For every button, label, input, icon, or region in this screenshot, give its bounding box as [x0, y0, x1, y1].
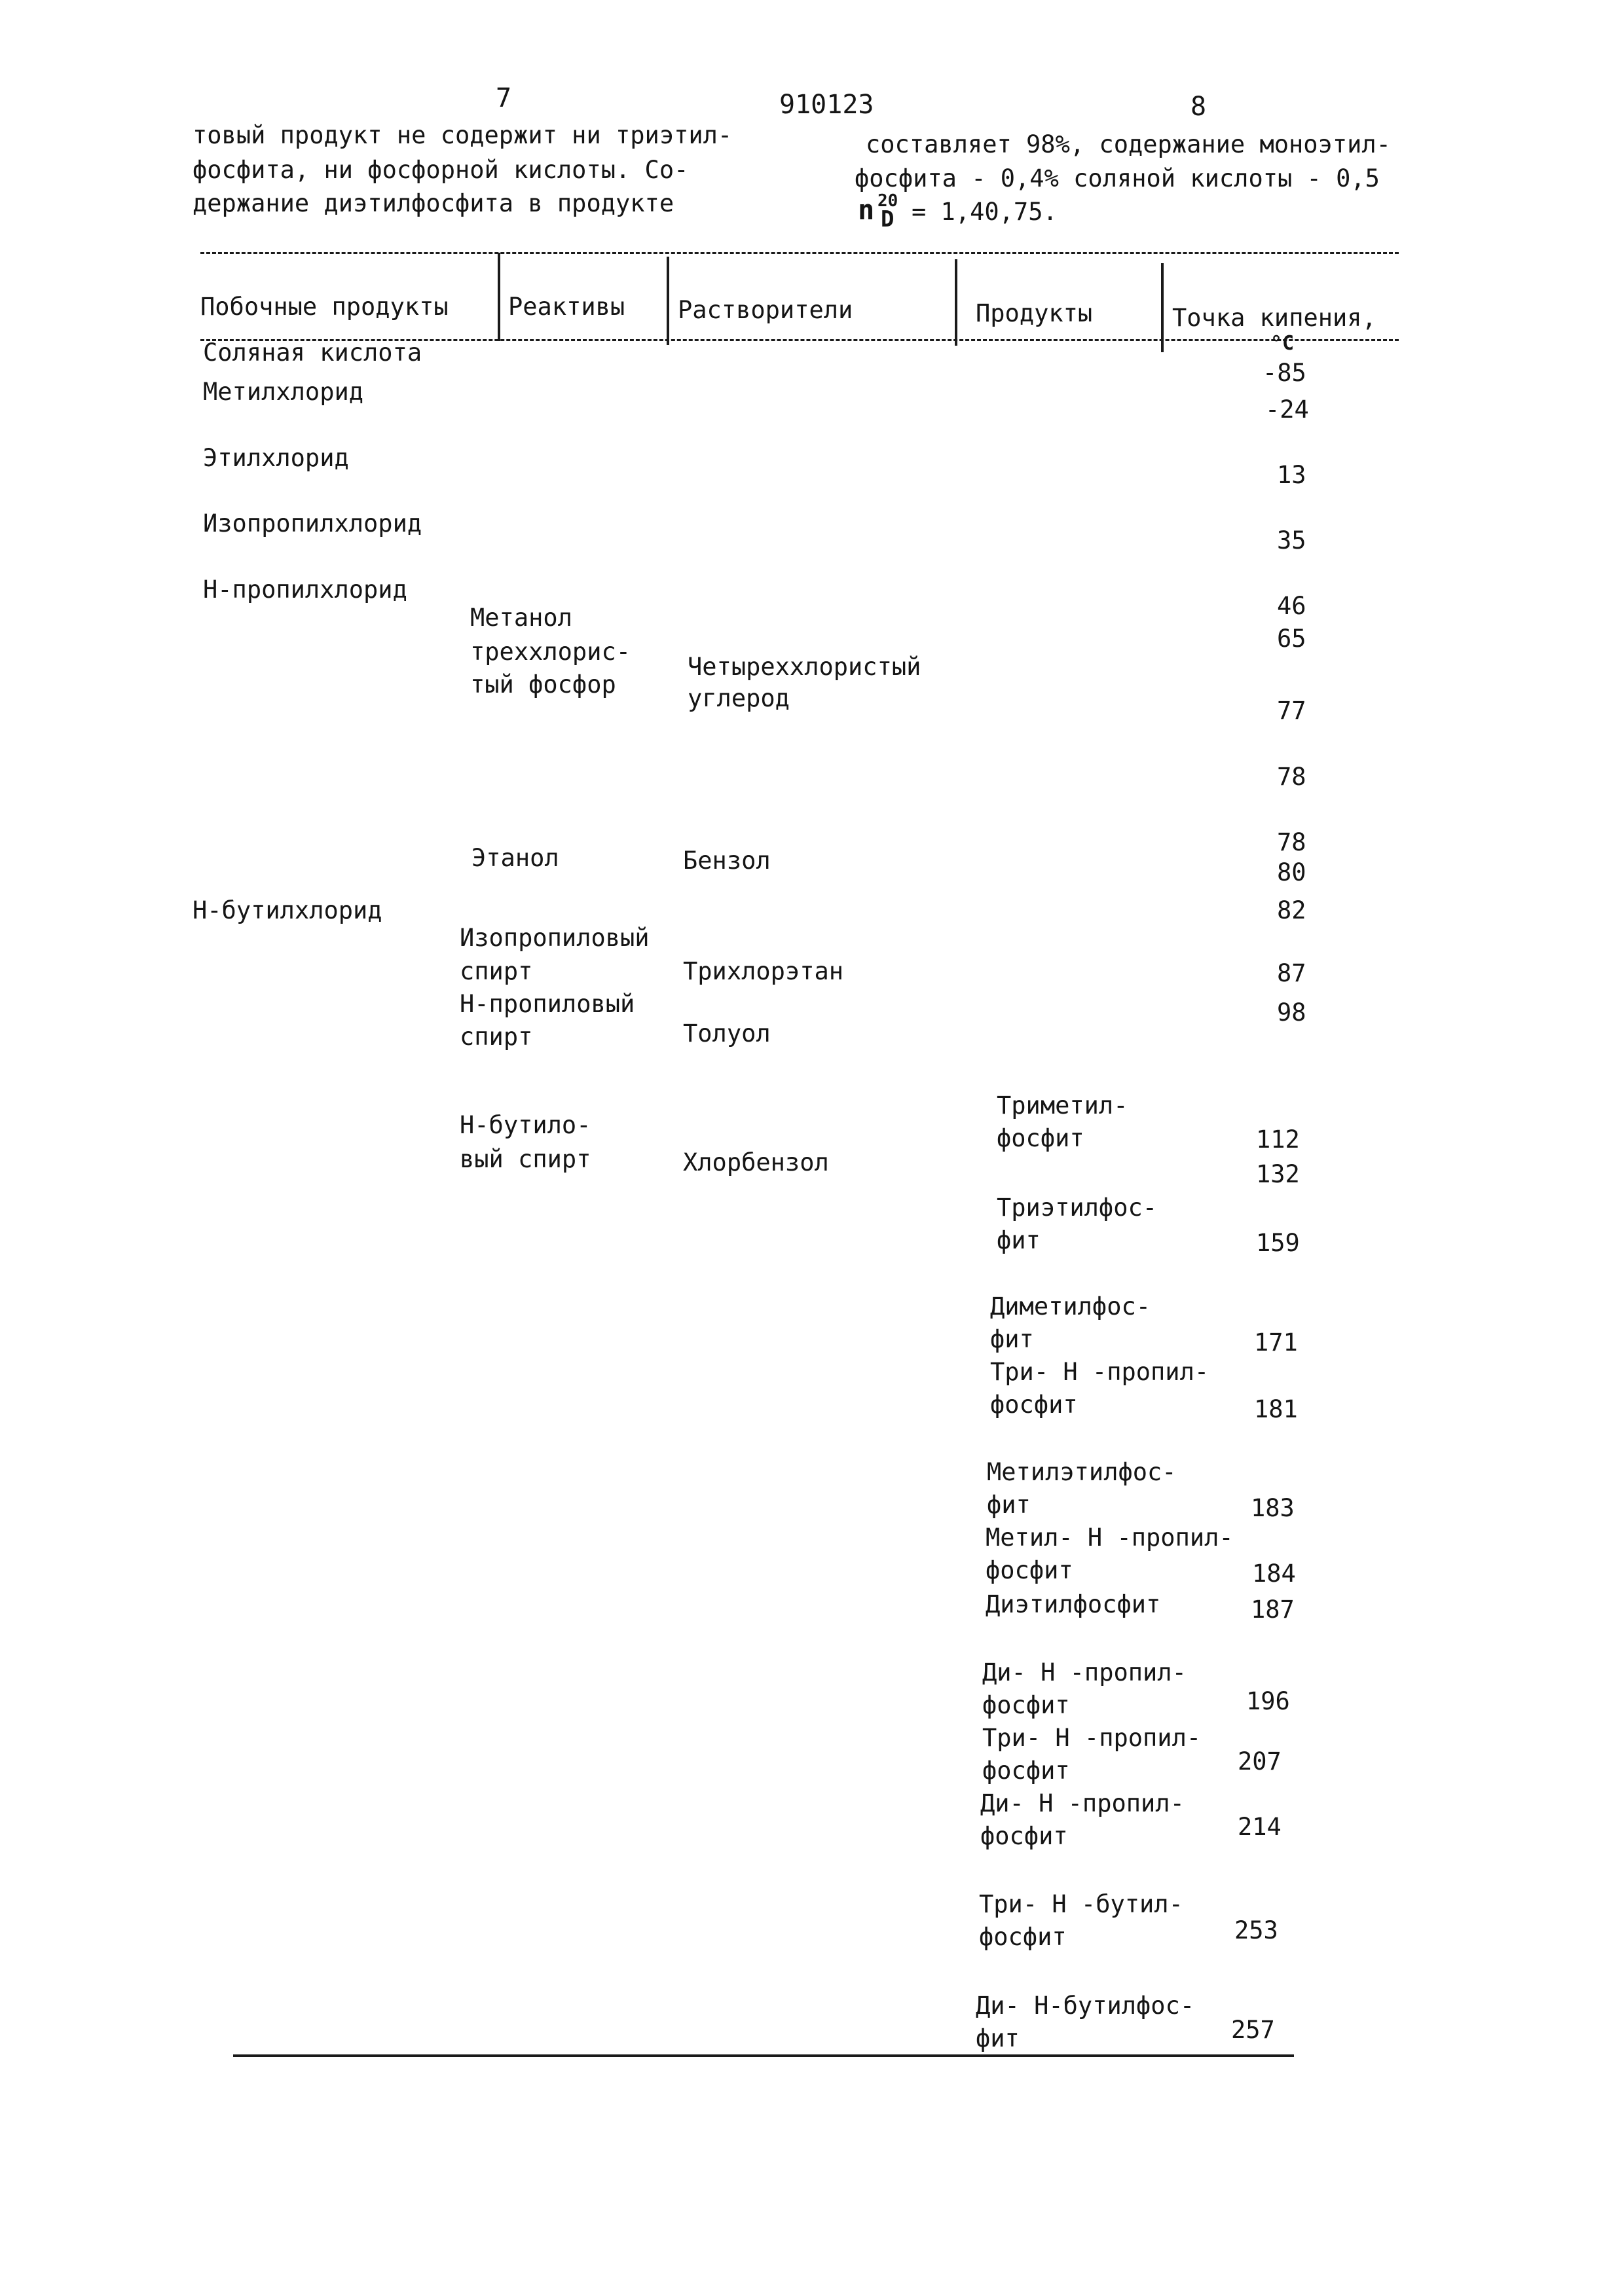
product-line: фосфит	[997, 1124, 1084, 1152]
solvent-line: Толуол	[683, 1019, 771, 1048]
table-divider-4	[1161, 263, 1164, 352]
boiling-point-value: 82	[1277, 896, 1306, 924]
boiling-point-value: 196	[1246, 1687, 1290, 1715]
byproduct-item: Этилхлорид	[203, 444, 349, 472]
product-line: Ди- Н-бутилфос-	[976, 1992, 1195, 2020]
product-line: фосфит	[990, 1391, 1078, 1419]
table-bottom-rule	[233, 2054, 1294, 2057]
header-byproducts: Побочные продукты	[200, 293, 449, 321]
product-line: фит	[990, 1325, 1034, 1353]
reagent-line: Н-бутило-	[460, 1111, 591, 1139]
header-products: Продукты	[976, 299, 1093, 327]
boiling-point-value: 46	[1277, 592, 1306, 620]
product-line: Метилэтилфос-	[987, 1458, 1177, 1486]
formula-n: n	[858, 194, 875, 226]
text-left-line-1: товый продукт не содержит ни триэтил-	[193, 121, 733, 149]
boiling-point-value: 187	[1251, 1595, 1295, 1624]
boiling-point-value: 257	[1231, 2016, 1275, 2044]
formula-superscript: 20	[877, 191, 898, 211]
boiling-point-value: 112	[1256, 1125, 1300, 1154]
byproduct-item: Н-бутилхлорид	[193, 896, 382, 924]
boiling-point-value: 207	[1238, 1747, 1282, 1776]
solvent-line: Трихлорэтан	[683, 957, 844, 985]
boiling-point-value: 78	[1277, 828, 1306, 856]
header-reagents: Реактивы	[508, 293, 625, 321]
page-number-left: 7	[496, 83, 512, 113]
formula-value: = 1,40,75.	[912, 198, 1058, 226]
boiling-point-value: 184	[1252, 1559, 1296, 1588]
reagent-line: Н-пропиловый	[460, 990, 635, 1018]
product-line: фосфит	[980, 1822, 1068, 1850]
product-line: Триметил-	[997, 1091, 1128, 1120]
boiling-point-value: 132	[1256, 1160, 1300, 1188]
product-line: Ди- Н -пропил-	[980, 1789, 1185, 1817]
solvent-line: Бензол	[683, 847, 771, 875]
product-line: Три- Н -пропил-	[982, 1724, 1202, 1752]
header-unit: °С	[1270, 332, 1295, 355]
boiling-point-value: 77	[1277, 697, 1306, 725]
byproduct-item: Н-пропилхлорид	[203, 575, 407, 604]
boiling-point-value: 253	[1234, 1916, 1278, 1944]
reagent-line: Изопропиловый	[460, 924, 650, 952]
boiling-point-value: 183	[1251, 1494, 1295, 1522]
page-number-right: 8	[1190, 92, 1207, 122]
product-line: Три- Н -пропил-	[990, 1358, 1209, 1386]
product-line: Три- Н -бутил-	[979, 1890, 1183, 1918]
boiling-point-value: 181	[1254, 1395, 1298, 1423]
byproduct-item: Изопропилхлорид	[203, 509, 422, 538]
boiling-point-value: 98	[1277, 998, 1306, 1027]
product-line: Диметилфос-	[990, 1292, 1151, 1321]
product-line: Диэтилфосфит	[986, 1590, 1161, 1618]
reagent-line: тый фосфор	[470, 670, 616, 699]
text-left-line-3: держание диэтилфосфита в продукте	[193, 189, 674, 217]
header-solvents: Растворители	[678, 296, 853, 324]
patent-number: 910123	[779, 90, 874, 120]
product-line: фосфит	[979, 1923, 1067, 1951]
table-divider-3	[955, 259, 957, 346]
boiling-point-value: 80	[1277, 858, 1306, 886]
product-line: фит	[997, 1226, 1041, 1254]
formula-subscript: D	[881, 206, 895, 232]
boiling-point-value: 159	[1256, 1229, 1300, 1257]
reagent-line: спирт	[460, 1023, 533, 1051]
text-right-line-2: фосфита - 0,4% соляной кислоты - 0,5	[855, 164, 1380, 192]
boiling-point-value: -24	[1265, 395, 1309, 424]
boiling-point-value: -85	[1263, 359, 1306, 387]
text-right-line-1: составляет 98%, содержание моноэтил-	[866, 130, 1391, 158]
product-line: фосфит	[986, 1556, 1073, 1584]
byproduct-item: Метилхлорид	[203, 378, 364, 406]
solvent-line: Хлорбензол	[683, 1148, 829, 1176]
reagent-line: треххлорис-	[470, 638, 631, 666]
product-line: Ди- Н -пропил-	[982, 1658, 1187, 1686]
boiling-point-value: 65	[1277, 625, 1306, 653]
reagent-line: спирт	[460, 957, 533, 985]
reagent-line: Этанол	[471, 844, 559, 872]
product-line: фосфит	[982, 1691, 1070, 1719]
product-line: фит	[976, 2024, 1020, 2052]
product-line: Триэтилфос-	[997, 1194, 1158, 1222]
boiling-point-value: 171	[1254, 1328, 1298, 1357]
product-line: фосфит	[982, 1757, 1070, 1785]
boiling-point-value: 13	[1277, 461, 1306, 489]
table-divider-1	[498, 253, 500, 341]
boiling-point-value: 35	[1277, 526, 1306, 555]
table-divider-2	[667, 257, 669, 345]
product-line: фит	[987, 1491, 1031, 1519]
boiling-point-value: 78	[1277, 763, 1306, 791]
product-line: Метил- Н -пропил-	[986, 1523, 1234, 1552]
reagent-line: вый спирт	[460, 1145, 591, 1173]
byproduct-item: Соляная кислота	[203, 338, 422, 367]
text-left-line-2: фосфита, ни фосфорной кислоты. Со-	[193, 156, 689, 184]
table-top-rule	[200, 252, 1399, 254]
boiling-point-value: 214	[1238, 1813, 1282, 1841]
header-boiling-point: Точка кипения,	[1172, 304, 1376, 332]
solvent-line: углерод	[688, 684, 790, 712]
boiling-point-value: 87	[1277, 959, 1306, 987]
solvent-line: Четыреххлористый	[688, 653, 921, 681]
reagent-line: Метанол	[470, 604, 572, 632]
